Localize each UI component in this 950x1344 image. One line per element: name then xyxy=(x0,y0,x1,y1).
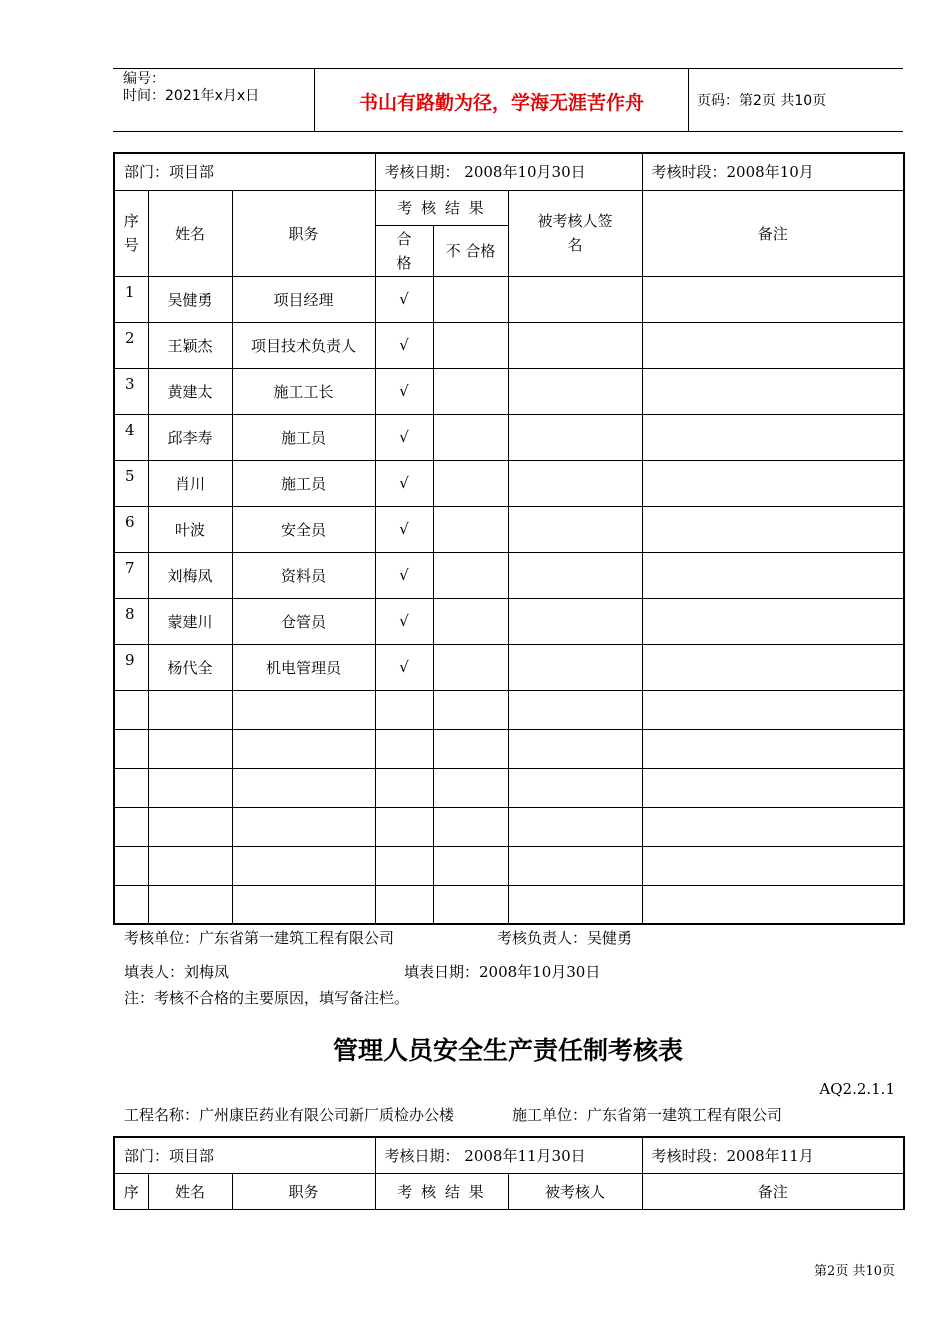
header-motto: 书山有路勤为径，学海无涯苦作舟 xyxy=(358,92,644,114)
row-title: 机电管理员 xyxy=(232,644,375,690)
row-signature xyxy=(508,644,642,690)
row-name: 叶波 xyxy=(148,506,232,552)
row-signature xyxy=(508,322,642,368)
row-seq: 9 xyxy=(114,644,148,690)
empty-cell xyxy=(114,729,148,768)
row-seq: 5 xyxy=(114,460,148,506)
table-row xyxy=(114,460,904,506)
row-name: 肖川 xyxy=(148,460,232,506)
row-pass-mark: √ xyxy=(375,460,433,506)
row-seq: 4 xyxy=(114,414,148,460)
row-note xyxy=(642,414,904,460)
row-pass-mark: √ xyxy=(375,414,433,460)
empty-cell xyxy=(375,729,433,768)
empty-cell xyxy=(114,846,148,885)
row-title: 安全员 xyxy=(232,506,375,552)
col-sign-header: 被考核人签 名 xyxy=(508,190,642,276)
row-note xyxy=(642,552,904,598)
row-note xyxy=(642,368,904,414)
row-title: 项目经理 xyxy=(232,276,375,322)
row-signature xyxy=(508,414,642,460)
empty-cell xyxy=(375,846,433,885)
col-title-header: 职务 xyxy=(232,1173,375,1209)
empty-cell xyxy=(433,729,508,768)
empty-cell xyxy=(508,729,642,768)
col-fail-header: 不 合格 xyxy=(433,225,508,276)
row-fail-mark xyxy=(433,414,508,460)
row-pass-mark: √ xyxy=(375,322,433,368)
table-row-empty xyxy=(114,690,904,729)
empty-cell xyxy=(232,807,375,846)
row-fail-mark xyxy=(433,322,508,368)
col-seq-header: 序 xyxy=(114,1173,148,1209)
row-title: 项目技术负责人 xyxy=(232,322,375,368)
assessment-table xyxy=(113,152,905,925)
date-cell: 考核日期： 2008年10月30日 xyxy=(375,153,642,190)
empty-cell xyxy=(433,768,508,807)
row-note xyxy=(642,276,904,322)
row-signature xyxy=(508,506,642,552)
row-seq: 2 xyxy=(114,322,148,368)
empty-cell xyxy=(433,690,508,729)
empty-cell xyxy=(232,885,375,924)
row-note xyxy=(642,322,904,368)
row-seq: 3 xyxy=(114,368,148,414)
empty-cell xyxy=(508,846,642,885)
table-row xyxy=(114,276,904,322)
project-name: 工程名称：广州康臣药业有限公司新厂质检办公楼 xyxy=(124,1106,455,1124)
col-result-header: 考 核 结 果 xyxy=(375,190,508,225)
page-footer: 第2页 共10页 xyxy=(814,1264,895,1279)
row-name: 刘梅凤 xyxy=(148,552,232,598)
empty-cell xyxy=(642,885,904,924)
empty-cell xyxy=(375,690,433,729)
row-pass-mark: √ xyxy=(375,276,433,322)
empty-cell xyxy=(232,846,375,885)
empty-cell xyxy=(642,807,904,846)
empty-cell xyxy=(433,885,508,924)
col-note-header: 备注 xyxy=(642,190,904,276)
empty-cell xyxy=(642,846,904,885)
table-row-empty xyxy=(114,846,904,885)
period-cell: 考核时段：2008年10月 xyxy=(642,153,904,190)
header-meta xyxy=(123,71,259,105)
empty-cell xyxy=(642,690,904,729)
row-seq: 7 xyxy=(114,552,148,598)
row-fail-mark xyxy=(433,460,508,506)
empty-cell xyxy=(232,729,375,768)
table-row xyxy=(114,598,904,644)
empty-cell xyxy=(114,768,148,807)
form-code: AQ2.2.1.1 xyxy=(819,1080,895,1098)
dept-cell: 部门：项目部 xyxy=(114,1137,375,1173)
col-name-header: 姓名 xyxy=(148,190,232,276)
table-row-empty xyxy=(114,807,904,846)
period-cell: 考核时段：2008年11月 xyxy=(642,1137,904,1173)
empty-cell xyxy=(433,846,508,885)
table-row xyxy=(114,506,904,552)
empty-cell xyxy=(642,729,904,768)
row-pass-mark: √ xyxy=(375,644,433,690)
col-title-header: 职务 xyxy=(232,190,375,276)
row-title: 施工员 xyxy=(232,414,375,460)
empty-cell xyxy=(433,807,508,846)
row-name: 蒙建川 xyxy=(148,598,232,644)
empty-cell xyxy=(232,768,375,807)
row-seq: 8 xyxy=(114,598,148,644)
empty-cell xyxy=(508,807,642,846)
empty-cell xyxy=(148,807,232,846)
time-label: 时间：2021年x月x日 xyxy=(123,88,260,104)
row-fail-mark xyxy=(433,552,508,598)
col-name-header: 姓名 xyxy=(148,1173,232,1209)
empty-cell xyxy=(114,690,148,729)
table-row xyxy=(114,552,904,598)
row-signature xyxy=(508,276,642,322)
table-row-empty xyxy=(114,729,904,768)
row-title: 资料员 xyxy=(232,552,375,598)
row-fail-mark xyxy=(433,368,508,414)
contractor-name: 施工单位：广东省第一建筑工程有限公司 xyxy=(512,1106,783,1124)
row-fail-mark xyxy=(433,644,508,690)
row-signature xyxy=(508,598,642,644)
empty-cell xyxy=(148,846,232,885)
empty-cell xyxy=(148,768,232,807)
form-filler: 填表人：刘梅凤 xyxy=(124,963,230,981)
row-name: 黄建太 xyxy=(148,368,232,414)
row-signature xyxy=(508,552,642,598)
assessment-table-2 xyxy=(113,1136,905,1210)
row-signature xyxy=(508,368,642,414)
header-divider xyxy=(688,69,689,131)
row-pass-mark: √ xyxy=(375,598,433,644)
note-text: 注：考核不合格的主要原因，填写备注栏。 xyxy=(124,989,410,1007)
col-seq-header: 序号 xyxy=(114,190,148,276)
table-row xyxy=(114,322,904,368)
row-note xyxy=(642,644,904,690)
row-name: 吴健勇 xyxy=(148,276,232,322)
row-note xyxy=(642,506,904,552)
empty-cell xyxy=(114,885,148,924)
empty-cell xyxy=(148,690,232,729)
row-pass-mark: √ xyxy=(375,552,433,598)
number-label: 编号： xyxy=(123,71,165,87)
col-note-header: 备注 xyxy=(642,1173,904,1209)
row-fail-mark xyxy=(433,506,508,552)
empty-cell xyxy=(508,690,642,729)
row-signature xyxy=(508,460,642,506)
table-row-empty xyxy=(114,768,904,807)
page-header xyxy=(113,68,903,132)
table-row-empty xyxy=(114,885,904,924)
row-pass-mark: √ xyxy=(375,506,433,552)
empty-cell xyxy=(375,768,433,807)
col-sign-header: 被考核人 xyxy=(508,1173,642,1209)
table-row xyxy=(114,368,904,414)
row-fail-mark xyxy=(433,598,508,644)
empty-cell xyxy=(508,768,642,807)
row-title: 施工员 xyxy=(232,460,375,506)
empty-cell xyxy=(114,807,148,846)
row-seq: 6 xyxy=(114,506,148,552)
empty-cell xyxy=(232,690,375,729)
col-pass-header: 合格 xyxy=(375,225,433,276)
row-seq: 1 xyxy=(114,276,148,322)
row-name: 王颖杰 xyxy=(148,322,232,368)
date-cell: 考核日期： 2008年11月30日 xyxy=(375,1137,642,1173)
dept-cell: 部门：项目部 xyxy=(114,153,375,190)
row-name: 邱李寿 xyxy=(148,414,232,460)
empty-cell xyxy=(148,729,232,768)
col-result-header: 考 核 结 果 xyxy=(375,1173,508,1209)
row-title: 仓管员 xyxy=(232,598,375,644)
empty-cell xyxy=(375,807,433,846)
fill-date: 填表日期：2008年10月30日 xyxy=(404,963,601,981)
row-note xyxy=(642,598,904,644)
form-title: 管理人员安全生产责任制考核表 xyxy=(332,1036,683,1065)
row-fail-mark xyxy=(433,276,508,322)
row-name: 杨代全 xyxy=(148,644,232,690)
table-row xyxy=(114,414,904,460)
assess-unit: 考核单位：广东省第一建筑工程有限公司 xyxy=(124,929,395,947)
table-row xyxy=(114,644,904,690)
empty-cell xyxy=(375,885,433,924)
empty-cell xyxy=(642,768,904,807)
row-note xyxy=(642,460,904,506)
assess-leader: 考核负责人：吴健勇 xyxy=(497,929,633,947)
empty-cell xyxy=(508,885,642,924)
empty-cell xyxy=(148,885,232,924)
header-page-info: 页码：第2页 共10页 xyxy=(697,93,827,109)
row-pass-mark: √ xyxy=(375,368,433,414)
row-title: 施工工长 xyxy=(232,368,375,414)
